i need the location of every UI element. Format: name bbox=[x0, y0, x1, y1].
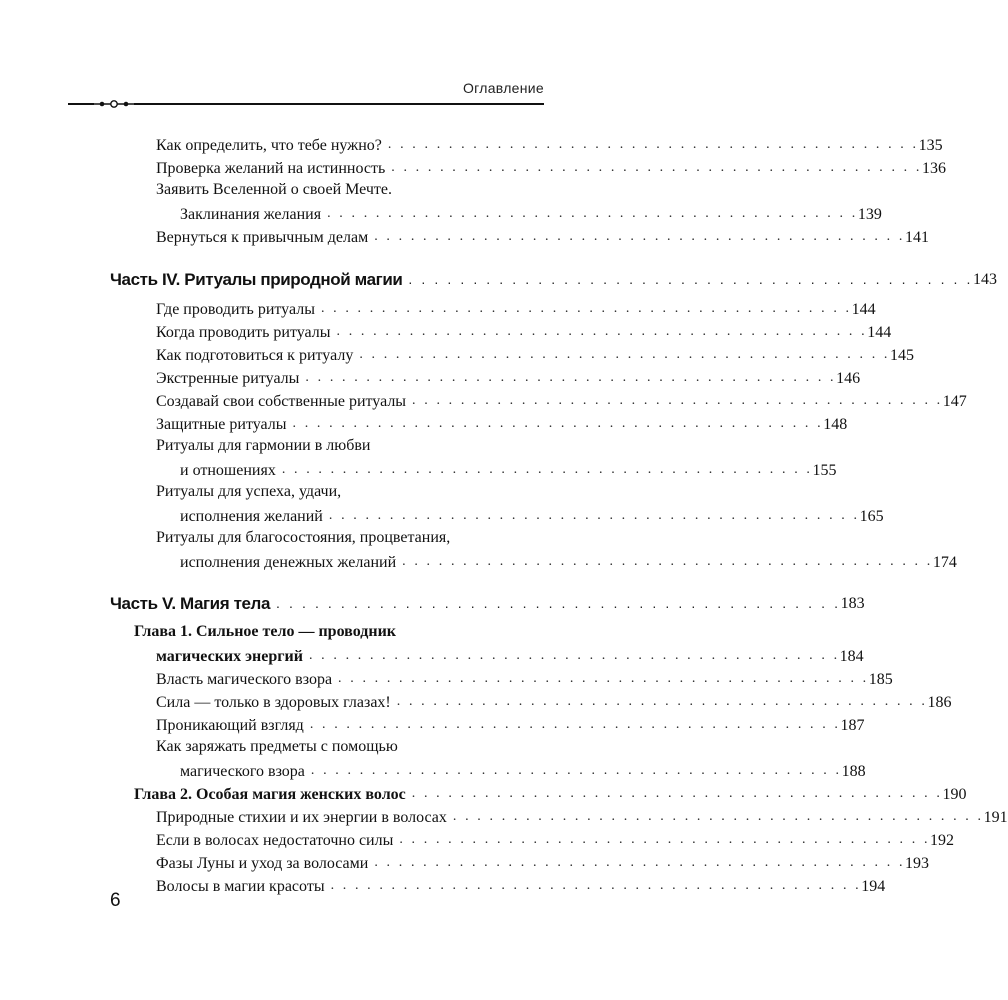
toc-entry-title-line1: Ритуалы для гармонии в любви bbox=[156, 437, 371, 454]
toc-entry-title: Природные стихии и их энергии в волосах bbox=[156, 809, 447, 826]
part-5-heading[interactable] bbox=[110, 592, 865, 614]
part-page: 183 bbox=[840, 595, 865, 612]
leader-dots: . . . . . . . . . . . . . . . . . . . . . . . . . . . . . . . . . . . . . . . . . . . . bbox=[308, 648, 840, 663]
toc-entry[interactable] bbox=[180, 505, 884, 527]
toc-entry-title: исполнения желаний bbox=[180, 508, 323, 525]
chapter-page: 184 bbox=[839, 648, 864, 665]
toc-entry[interactable] bbox=[156, 226, 929, 248]
leader-dots: . . . . . . . . . . . . . . . . . . . . . . . . . . . . . . . . . . . . . . . . . . . . bbox=[281, 462, 813, 477]
toc-entry-page: 136 bbox=[921, 160, 946, 177]
toc-entry[interactable] bbox=[156, 806, 1008, 828]
toc-entry-page: 192 bbox=[930, 832, 955, 849]
toc-entry-page: 174 bbox=[932, 554, 957, 571]
running-header: Оглавление bbox=[462, 80, 544, 96]
toc-entry[interactable] bbox=[156, 390, 967, 412]
toc-entry[interactable] bbox=[156, 668, 893, 690]
rule-ornament-icon bbox=[94, 97, 134, 111]
leader-dots: . . . . . . . . . . . . . . . . . . . . . . . . . . . . . . . . . . . . . . . . . . . . bbox=[309, 717, 841, 732]
leader-dots: . . . . . . . . . . . . . . . . . . . . . . . . . . . . . . . . . . . . . . . . . . . . bbox=[408, 271, 974, 287]
toc-entry-page: 139 bbox=[857, 206, 882, 223]
toc-entry-title: Проверка желаний на истинность bbox=[156, 160, 386, 177]
toc-entry-page: 191 bbox=[983, 809, 1008, 826]
toc-entry-page: 185 bbox=[868, 671, 893, 688]
toc-entry[interactable] bbox=[156, 413, 848, 435]
toc-entry-title: исполнения денежных желаний bbox=[180, 554, 397, 571]
toc-entry-title: и отношениях bbox=[180, 462, 276, 479]
toc-entry-title: магического взора bbox=[180, 763, 305, 780]
toc-entry-title: Вернуться к привычным делам bbox=[156, 229, 369, 246]
toc-entry-title: Как определить, что тебе нужно? bbox=[156, 137, 382, 154]
toc-entry-page: 141 bbox=[904, 229, 929, 246]
chapter-2-entry[interactable] bbox=[134, 783, 967, 805]
leader-dots: . . . . . . . . . . . . . . . . . . . . . . . . . . . . . . . . . . . . . . . . . . . . bbox=[336, 324, 868, 339]
leader-dots: . . . . . . . . . . . . . . . . . . . . . . . . . . . . . . . . . . . . . . . . . . . . bbox=[387, 137, 919, 152]
chapter-title: Глава 2. Особая магия женских волос bbox=[134, 786, 406, 803]
leader-dots: . . . . . . . . . . . . . . . . . . . . . . . . . . . . . . . . . . . . . . . . . . . . bbox=[276, 595, 841, 611]
chapter-title-line1: Глава 1. Сильное тело — проводник bbox=[134, 623, 396, 640]
leader-dots: . . . . . . . . . . . . . . . . . . . . . . . . . . . . . . . . . . . . . . . . . . . . bbox=[411, 786, 943, 801]
toc-entry[interactable] bbox=[180, 551, 957, 573]
toc-entry-title-line1: Ритуалы для успеха, удачи, bbox=[156, 483, 342, 500]
toc-entry[interactable] bbox=[156, 829, 955, 851]
toc-entry-title: Если в волосах недостаточно силы bbox=[156, 832, 394, 849]
toc-entry[interactable] bbox=[156, 691, 952, 713]
toc-entry-page: 144 bbox=[851, 301, 876, 318]
leader-dots: . . . . . . . . . . . . . . . . . . . . . . . . . . . . . . . . . . . . . . . . . . . . bbox=[338, 671, 869, 686]
toc-entry-title: Создавай свои собственные ритуалы bbox=[156, 393, 407, 410]
toc-entry-title: Где проводить ритуалы bbox=[156, 301, 315, 318]
toc-entry-title: Сила — только в здоровых глазах! bbox=[156, 694, 391, 711]
toc-entry[interactable] bbox=[180, 760, 866, 782]
chapter-title: магических энергий bbox=[156, 648, 303, 665]
leader-dots: . . . . . . . . . . . . . . . . . . . . . . . . . . . . . . . . . . . . . . . . . . . . bbox=[305, 370, 837, 385]
leader-dots: . . . . . . . . . . . . . . . . . . . . . . . . . . . . . . . . . . . . . . . . . . . . bbox=[330, 878, 862, 893]
toc-entry[interactable] bbox=[156, 852, 930, 874]
leader-dots: . . . . . . . . . . . . . . . . . . . . . . . . . . . . . . . . . . . . . . . . . . . . bbox=[320, 301, 852, 316]
toc-entry[interactable] bbox=[180, 203, 882, 225]
part-page: 143 bbox=[973, 271, 998, 288]
toc-entry-title: Когда проводить ритуалы bbox=[156, 324, 331, 341]
toc-entry-page: 147 bbox=[942, 393, 967, 410]
toc-entry-title: Волосы в магии красоты bbox=[156, 878, 325, 895]
toc-entry-page: 186 bbox=[927, 694, 952, 711]
leader-dots: . . . . . . . . . . . . . . . . . . . . . . . . . . . . . . . . . . . . . . . . . . . . bbox=[399, 832, 931, 847]
leader-dots: . . . . . . . . . . . . . . . . . . . . . . . . . . . . . . . . . . . . . . . . . . . . bbox=[391, 160, 922, 175]
part-title: Часть V. Магия тела bbox=[110, 594, 271, 613]
chapter-1-entry[interactable] bbox=[156, 645, 864, 667]
toc-entry-page: 148 bbox=[823, 416, 848, 433]
leader-dots: . . . . . . . . . . . . . . . . . . . . . . . . . . . . . . . . . . . . . . . . . . . . bbox=[396, 694, 928, 709]
toc-entry-page: 193 bbox=[905, 855, 930, 872]
toc-entry[interactable] bbox=[156, 875, 886, 897]
toc-entry-title-line1: Заявить Вселенной о своей Мечте. bbox=[156, 181, 392, 198]
page-number: 6 bbox=[110, 890, 121, 911]
toc-entry-title: Экстренные ритуалы bbox=[156, 370, 300, 387]
toc-entry-page: 146 bbox=[836, 370, 861, 387]
toc-entry[interactable] bbox=[156, 367, 861, 389]
toc-entry-page: 144 bbox=[867, 324, 892, 341]
leader-dots: . . . . . . . . . . . . . . . . . . . . . . . . . . . . . . . . . . . . . . . . . . . . bbox=[327, 206, 858, 221]
toc-entry-page: 188 bbox=[841, 763, 866, 780]
toc-entry-page: 165 bbox=[859, 508, 884, 525]
leader-dots: . . . . . . . . . . . . . . . . . . . . . . . . . . . . . . . . . . . . . . . . . . . . bbox=[359, 347, 891, 362]
header-rule bbox=[68, 103, 544, 105]
toc-entry-page: 135 bbox=[918, 137, 943, 154]
toc-entry[interactable] bbox=[156, 344, 915, 366]
leader-dots: . . . . . . . . . . . . . . . . . . . . . . . . . . . . . . . . . . . . . . . . . . . . bbox=[412, 393, 943, 408]
part-title: Часть IV. Ритуалы природной магии bbox=[110, 270, 403, 289]
leader-dots: . . . . . . . . . . . . . . . . . . . . . . . . . . . . . . . . . . . . . . . . . . . . bbox=[328, 508, 860, 523]
toc-entry[interactable] bbox=[156, 157, 946, 179]
toc-entry-page: 155 bbox=[812, 462, 837, 479]
toc-entry-page: 194 bbox=[861, 878, 886, 895]
leader-dots: . . . . . . . . . . . . . . . . . . . . . . . . . . . . . . . . . . . . . . . . . . . . bbox=[292, 416, 824, 431]
leader-dots: . . . . . . . . . . . . . . . . . . . . . . . . . . . . . . . . . . . . . . . . . . . . bbox=[374, 229, 905, 244]
toc-entry-title: Защитные ритуалы bbox=[156, 416, 287, 433]
part-4-heading[interactable] bbox=[110, 268, 998, 290]
leader-dots: . . . . . . . . . . . . . . . . . . . . . . . . . . . . . . . . . . . . . . . . . . . . bbox=[402, 554, 933, 569]
toc-entry-title: Как подготовиться к ритуалу bbox=[156, 347, 354, 364]
toc-entry-title: Власть магического взора bbox=[156, 671, 333, 688]
toc-entry[interactable] bbox=[180, 459, 837, 481]
toc-entry-title: Заклинания желания bbox=[180, 206, 322, 223]
toc-entry-title: Проникающий взгляд bbox=[156, 717, 304, 734]
toc-entry-title-line1: Как заряжать предметы с помощью bbox=[156, 738, 398, 755]
toc-entry[interactable] bbox=[156, 298, 876, 320]
toc-entry-page: 145 bbox=[890, 347, 915, 364]
toc-entry-title: Фазы Луны и уход за волосами bbox=[156, 855, 369, 872]
toc-entry[interactable] bbox=[156, 714, 865, 736]
leader-dots: . . . . . . . . . . . . . . . . . . . . . . . . . . . . . . . . . . . . . . . . . . . . bbox=[452, 809, 984, 824]
leader-dots: . . . . . . . . . . . . . . . . . . . . . . . . . . . . . . . . . . . . . . . . . . . . bbox=[374, 855, 906, 870]
leader-dots: . . . . . . . . . . . . . . . . . . . . . . . . . . . . . . . . . . . . . . . . . . . . bbox=[310, 763, 842, 778]
toc-entry[interactable] bbox=[156, 321, 892, 343]
chapter-page: 190 bbox=[942, 786, 967, 803]
toc-entry[interactable] bbox=[156, 134, 943, 156]
toc-entry-page: 187 bbox=[840, 717, 865, 734]
toc-entry-title-line1: Ритуалы для благосостояния, процветания, bbox=[156, 529, 451, 546]
